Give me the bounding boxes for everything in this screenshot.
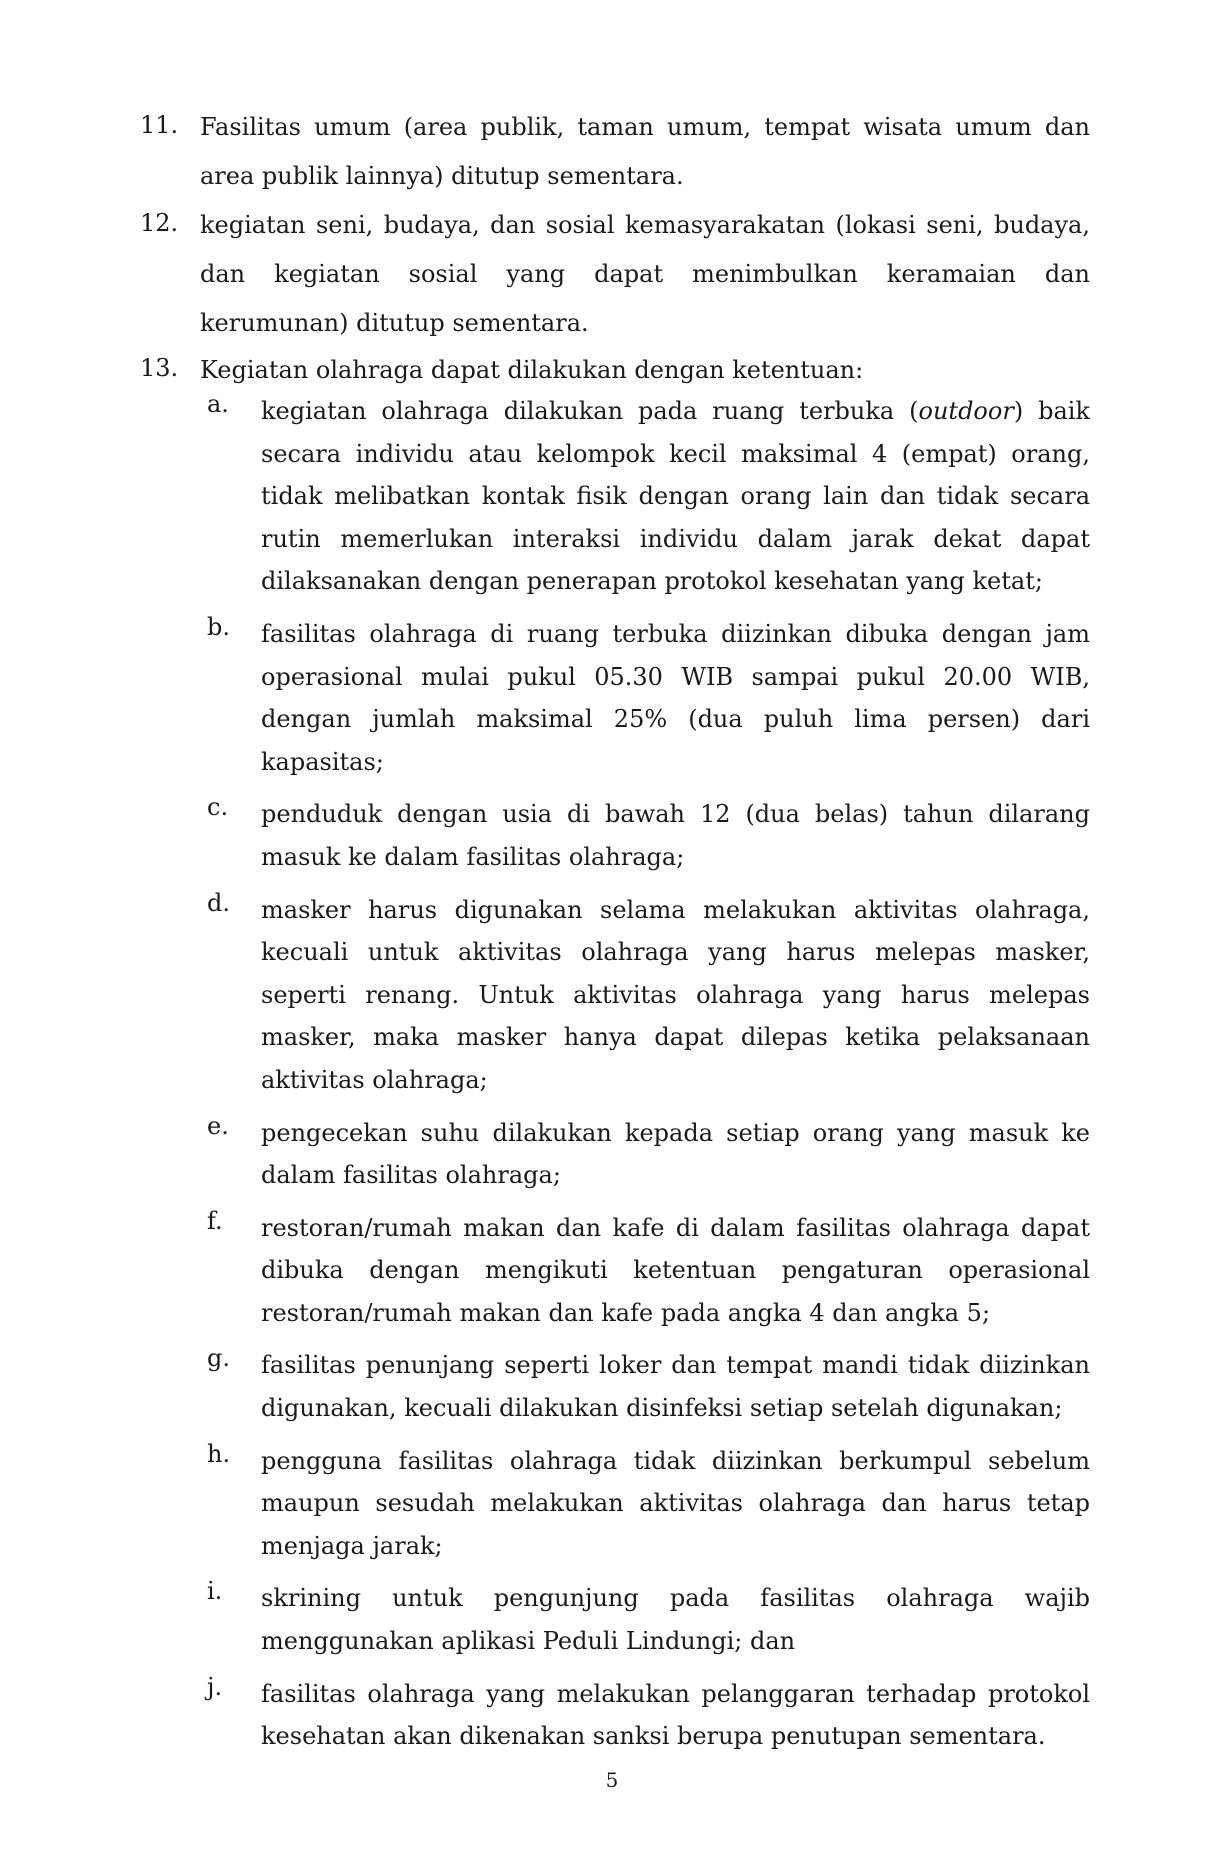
item-number: 11.	[140, 111, 179, 139]
list-item-13	[140, 346, 1090, 395]
sub-item-d	[200, 889, 1090, 1102]
sub-item-text: masker harus digunakan selama melakukan aktivitas olahraga, kecuali untuk aktivitas olahraga yang harus melepas masker, seperti renang. Untuk aktivitas olahraga yang harus melepas masker, maka masker hanya dapat dilepas ketika pelaksanaan aktivitas olahraga;	[261, 895, 1090, 1094]
sub-item-label: c.	[207, 793, 229, 822]
sub-item-label: d.	[207, 888, 230, 917]
sub-list	[200, 390, 1090, 1768]
item-text: Kegiatan olahraga dapat dilakukan dengan ketentuan:	[200, 356, 864, 384]
sub-item-text: fasilitas olahraga di ruang terbuka diizinkan dibuka dengan jam operasional mulai pukul 05.30 WIB sampai pukul 20.00 WIB, dengan jumlah maksimal 25% (dua puluh lima persen) dari kapasitas;	[261, 619, 1090, 776]
sub-item-a	[200, 390, 1090, 603]
sub-item-j	[200, 1673, 1090, 1758]
item-number: 13.	[140, 354, 179, 382]
sub-item-b	[200, 613, 1090, 783]
sub-item-g	[200, 1344, 1090, 1429]
sub-item-text: fasilitas penunjang seperti loker dan tempat mandi tidak diizinkan digunakan, kecuali dilakukan disinfeksi setiap setelah digunakan;	[261, 1351, 1090, 1423]
sub-item-e	[200, 1112, 1090, 1197]
sub-item-text: pengecekan suhu dilakukan kepada setiap orang yang masuk ke dalam fasilitas olahraga;	[261, 1118, 1090, 1190]
sub-item-text	[261, 390, 1090, 603]
item-number: 12.	[140, 209, 179, 237]
sub-item-label: e.	[207, 1111, 229, 1140]
item-text: Fasilitas umum (area publik, taman umum, tempat wisata umum dan area publik lainnya) ditutup sementara.	[200, 113, 1090, 190]
sub-a-text-after: ) baik secara individu atau kelompok kecil maksimal 4 (empat) orang, tidak melibatkan kontak fisik dengan orang lain dan tidak secara rutin memerlukan interaksi individu dalam jarak dekat dapat dilaksanakan dengan penerapan protokol kesehatan yang ketat;	[261, 397, 1090, 596]
item-text: kegiatan seni, budaya, dan sosial kemasyarakatan (lokasi seni, budaya, dan kegiatan sosial yang dapat menimbulkan keramaian dan kerumunan) ditutup sementara.	[200, 211, 1090, 337]
sub-item-label: a.	[207, 390, 229, 418]
sub-item-f	[200, 1207, 1090, 1335]
sub-item-c	[200, 793, 1090, 878]
sub-a-italic-term: outdoor	[918, 397, 1014, 425]
sub-item-text: restoran/rumah makan dan kafe di dalam fasilitas olahraga dapat dibuka dengan mengikuti ketentuan pengaturan operasional restoran/rumah makan dan kafe pada angka 4 dan angka 5;	[261, 1213, 1090, 1327]
sub-item-text: fasilitas olahraga yang melakukan pelanggaran terhadap protokol kesehatan akan dikenakan sanksi berupa penutupan sementara.	[261, 1679, 1090, 1751]
sub-item-label: j.	[207, 1672, 223, 1701]
sub-item-label: i.	[207, 1577, 223, 1606]
list-item-12	[140, 201, 1090, 348]
sub-item-label: h.	[207, 1439, 231, 1468]
sub-item-text: skrining untuk pengunjung pada fasilitas olahraga wajib menggunakan aplikasi Peduli Lindungi; dan	[261, 1584, 1090, 1656]
sub-a-text-before: kegiatan olahraga dilakukan pada ruang terbuka (	[261, 397, 919, 425]
sub-item-text: penduduk dengan usia di bawah 12 (dua belas) tahun dilarang masuk ke dalam fasilitas olahraga;	[261, 800, 1090, 871]
sub-item-i	[200, 1577, 1090, 1662]
sub-item-label: f.	[207, 1206, 223, 1235]
sub-item-label: b.	[207, 612, 230, 641]
sub-item-label: g.	[207, 1344, 230, 1373]
sub-item-h	[200, 1440, 1090, 1568]
page-number: 5	[605, 1768, 619, 1792]
sub-item-text: pengguna fasilitas olahraga tidak diizinkan berkumpul sebelum maupun sesudah melakukan aktivitas olahraga dan harus tetap menjaga jarak;	[261, 1446, 1090, 1560]
list-item-11	[140, 103, 1090, 201]
